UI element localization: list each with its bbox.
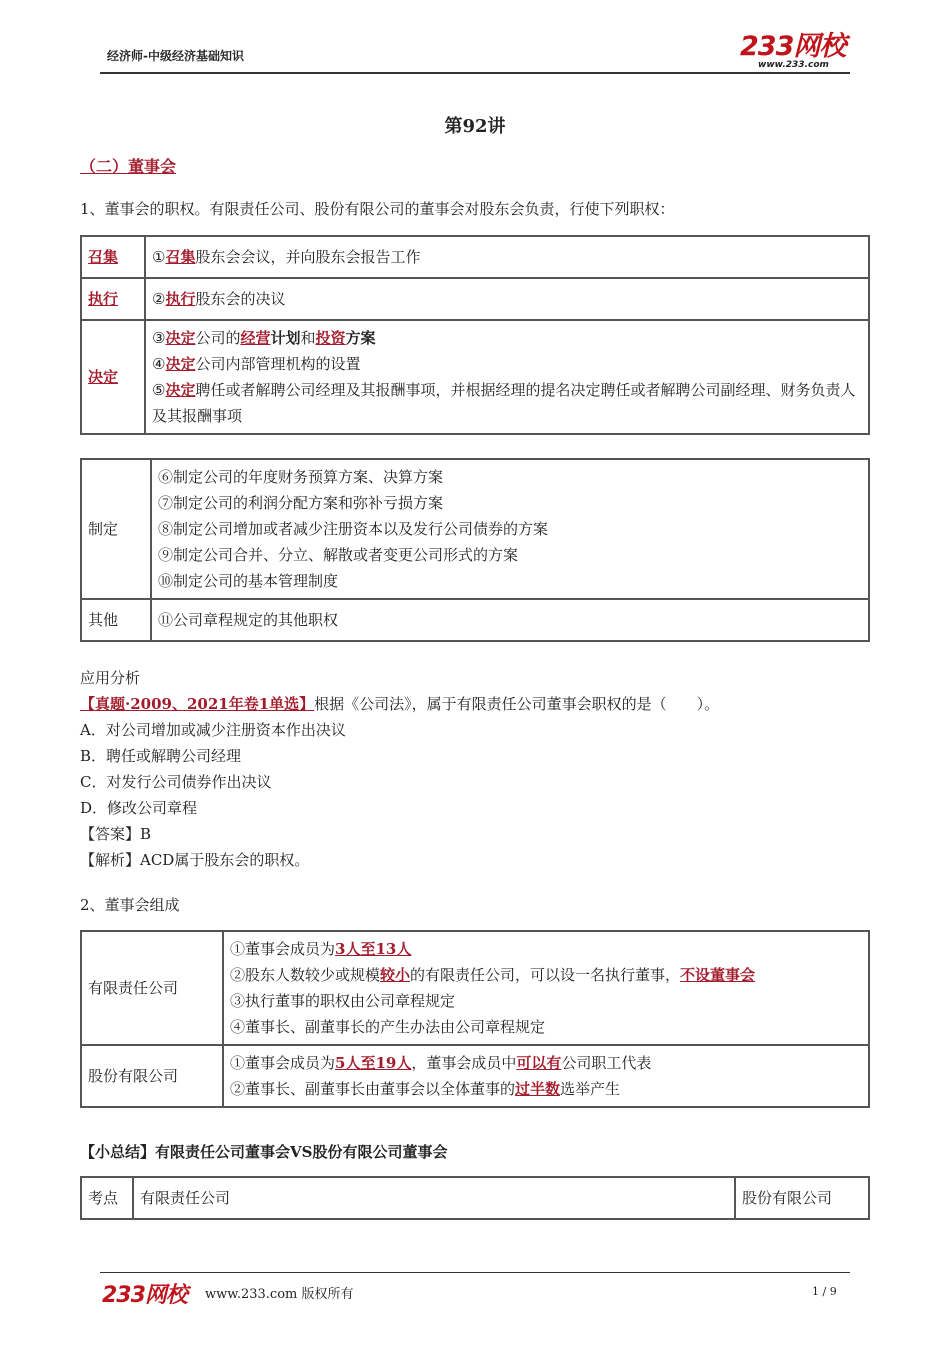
table-row <box>81 599 869 641</box>
footer-logo[interactable]: 233网校 <box>102 1283 187 1308</box>
header-cell-llc: 有限责任公司 <box>133 1177 735 1219</box>
header-divider <box>100 72 850 74</box>
logo-url: www.233.com <box>758 60 829 70</box>
row-label-jsc: 股份有限公司 <box>81 1045 223 1107</box>
row-label-execute: 执行 <box>81 278 145 320</box>
row-label-decide: 决定 <box>81 320 145 434</box>
table-row <box>81 1045 869 1107</box>
section-title: （二）董事会 <box>80 157 177 176</box>
table-row <box>81 236 869 278</box>
composition-table <box>80 930 870 1108</box>
header-cell-topic: 考点 <box>81 1177 133 1219</box>
row-label-formulate: 制定 <box>81 459 151 599</box>
row-content: ⑪公司章程规定的其他职权 <box>151 599 869 641</box>
answer: 【答案】B <box>80 825 152 843</box>
option-a: A．对公司增加或减少注册资本作出决议 <box>80 721 346 739</box>
option-c: C．对发行公司债券作出决议 <box>80 773 272 791</box>
brand-logo[interactable] <box>740 31 860 74</box>
table-header-row <box>81 1177 869 1219</box>
question-heading: 应用分析 <box>80 669 141 687</box>
footer-divider <box>100 1272 850 1273</box>
logo-brand: 233网校 <box>740 31 846 62</box>
intro-paragraph: 1、董事会的职权。有限责任公司、股份有限公司的董事会对股东会负责，行使下列职权： <box>80 200 675 218</box>
summary-table <box>80 1176 870 1220</box>
row-content: ②执行股东会的决议 <box>145 278 869 320</box>
table-row <box>81 278 869 320</box>
table-row <box>81 931 869 1045</box>
row-content: ①董事会成员为3人至13人 ②股东人数较少或规模较小的有限责任公司，可以设一名执行董事，不设董事会 ③执行董事的职权由公司章程规定 ④董事长、副董事长的产生办法由公司章程规定 <box>223 931 869 1045</box>
summary-title: 【小总结】有限责任公司董事会VS股份有限公司董事会 <box>80 1143 448 1161</box>
row-content: ①董事会成员为5人至19人，董事会成员中可以有公司职工代表 ②董事长、副董事长由董事会以全体董事的过半数选举产生 <box>223 1045 869 1107</box>
option-d: D．修改公司章程 <box>80 799 198 817</box>
row-content: ③决定公司的经营计划和投资方案 ④决定公司内部管理机构的设置 ⑤决定聘任或者解聘公司经理及其报酬事项，并根据经理的提名决定聘任或者解聘公司副经理、财务负责人及其报酬事项 <box>145 320 869 434</box>
table-row <box>81 320 869 434</box>
table-row <box>81 459 869 599</box>
row-content: ①召集股东会会议，并向股东会报告工作 <box>145 236 869 278</box>
lecture-title: 第92讲 <box>444 116 506 137</box>
question-block <box>80 665 719 873</box>
footer-copyright: www.233.com 版权所有 <box>205 1287 354 1302</box>
powers-table-1 <box>80 235 870 435</box>
analysis: 【解析】ACD属于股东会的职权。 <box>80 851 310 869</box>
row-label-other: 其他 <box>81 599 151 641</box>
powers-table-2 <box>80 458 870 642</box>
row-label-llc: 有限责任公司 <box>81 931 223 1045</box>
header-cell-jsc: 股份有限公司 <box>735 1177 869 1219</box>
row-label-convene: 召集 <box>81 236 145 278</box>
header-title: 经济师-中级经济基础知识 <box>107 49 244 63</box>
page-number: 1 / 9 <box>812 1285 837 1298</box>
row-content: ⑥制定公司的年度财务预算方案、决算方案 ⑦制定公司的利润分配方案和弥补亏损方案 ⑧制定公司增加或者减少注册资本以及发行公司债券的方案 ⑨制定公司合并、分立、解散或者变更公司形式的方案 ⑩制定公司的基本管理制度 <box>151 459 869 599</box>
option-b: B．聘任或解聘公司经理 <box>80 747 242 765</box>
composition-title: 2、董事会组成 <box>80 896 180 914</box>
question-stem: 【真题·2009、2021年卷1单选】根据《公司法》，属于有限责任公司董事会职权的是（ ）。 <box>80 695 720 713</box>
